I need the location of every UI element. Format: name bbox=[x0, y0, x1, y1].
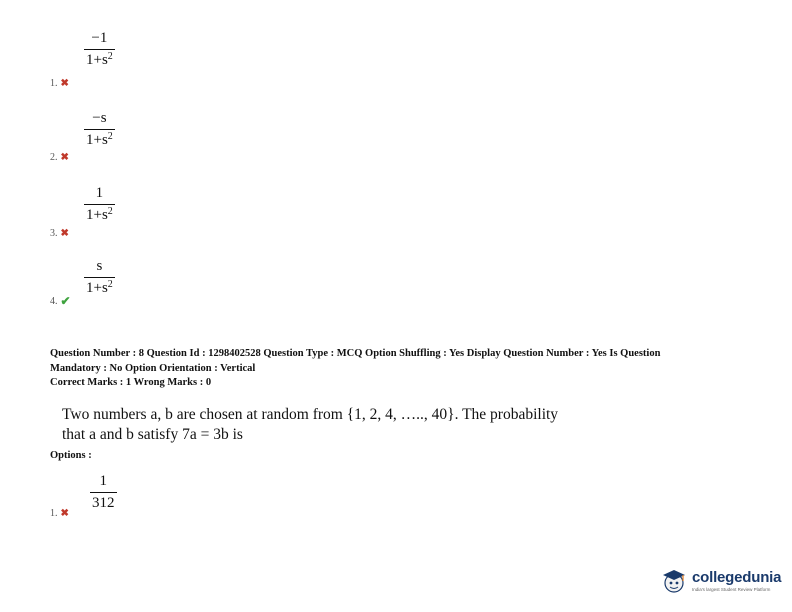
cross-icon: ✖ bbox=[60, 152, 69, 163]
question-meta-line3: Correct Marks : 1 Wrong Marks : 0 bbox=[50, 377, 212, 388]
prev-option-2-label: 2. ✖ bbox=[50, 152, 69, 163]
option-1-fraction bbox=[90, 474, 117, 511]
options-label: Options : bbox=[50, 450, 92, 461]
question-text bbox=[62, 405, 662, 445]
prev-option-4-label: 4. ✔ bbox=[50, 294, 71, 308]
prev-option-3-fraction bbox=[84, 186, 115, 223]
graduation-cap-icon bbox=[660, 566, 688, 594]
check-icon: ✔ bbox=[60, 294, 71, 308]
fraction-numerator: 1 bbox=[95, 185, 104, 201]
prev-option-1-fraction bbox=[84, 31, 115, 68]
fraction-numerator: s bbox=[96, 258, 103, 274]
fraction-denominator: $1+s^2$ bbox=[86, 206, 113, 223]
fraction-denominator: 312 bbox=[92, 495, 115, 511]
question-meta-line1: Question Number : 8 Question Id : 1298402528 Question Type : MCQ Option Shuffling : Yes Display Question Number : Yes Is Question bbox=[50, 348, 661, 359]
question-meta bbox=[50, 347, 762, 391]
question-meta-line2: Mandatory : No Option Orientation : Vertical bbox=[50, 362, 256, 374]
fraction-numerator: −1 bbox=[91, 30, 108, 46]
logo-brand: collegedunia bbox=[692, 568, 782, 586]
fraction-denominator: $1+s^2$ bbox=[86, 279, 113, 296]
prev-option-1-label: 1. ✖ bbox=[50, 78, 69, 89]
fraction-denominator: $1+s^2$ bbox=[86, 51, 113, 68]
cross-icon: ✖ bbox=[60, 508, 69, 519]
prev-option-2-fraction bbox=[84, 111, 115, 148]
cross-icon: ✖ bbox=[60, 228, 69, 239]
fraction-numerator: 1 bbox=[99, 473, 107, 489]
cross-icon: ✖ bbox=[60, 78, 69, 89]
fraction-numerator: −s bbox=[92, 110, 107, 126]
question-text-line2: that a and b satisfy 7a = 3b is bbox=[62, 426, 243, 443]
fraction-denominator: $1+s^2$ bbox=[86, 131, 113, 148]
logo-tagline: India's largest Student Review Platform bbox=[692, 586, 771, 592]
question-text-line1: Two numbers a, b are chosen at random from {1, 2, 4, ….., 40}. The probability bbox=[62, 406, 559, 423]
prev-option-4-fraction bbox=[84, 259, 115, 296]
prev-option-3-label: 3. ✖ bbox=[50, 228, 69, 239]
option-1-label: 1. ✖ bbox=[50, 508, 69, 519]
collegedunia-logo bbox=[660, 566, 781, 594]
